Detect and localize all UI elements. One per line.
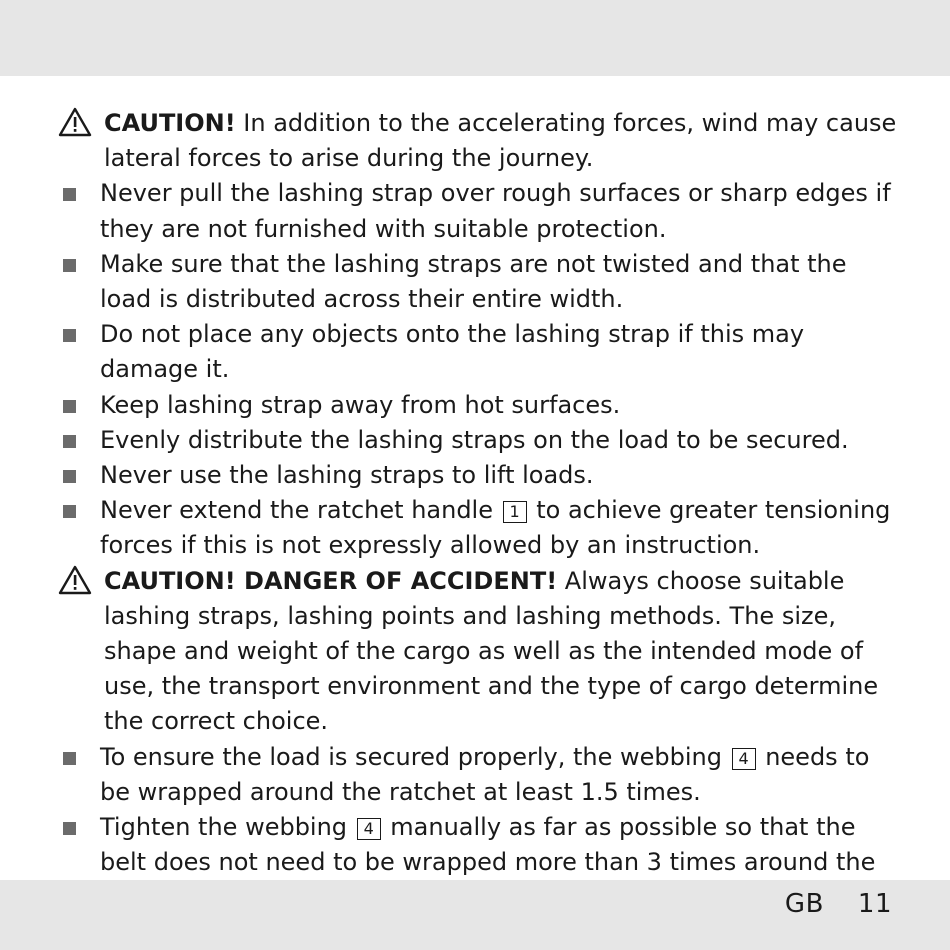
list-item: [58, 458, 898, 493]
list-item-text: Keep lashing strap away from hot surfaces.: [100, 390, 621, 419]
caution-label: CAUTION! DANGER OF ACCIDENT!: [104, 566, 558, 595]
manual-content: [58, 106, 898, 916]
caution-body: Always choose suitable lashing straps, lashing points and lashing methods. The size, shape and weight of the cargo as well as the intended mode of use, the transport environment and the type of cargo determine the correct choice.: [104, 566, 879, 736]
text-segment: Never extend the ratchet handle: [100, 496, 501, 525]
list-item: [58, 740, 898, 810]
list-item: [58, 493, 898, 563]
list-item: [58, 423, 898, 458]
part-reference-number: 4: [732, 748, 756, 770]
text-segment: needs to be wrapped around the ratchet at least 1.5 times.: [100, 742, 870, 806]
text-segment: manually as far as possible so that the belt does not need to be wrapped more than 3 times around the: [100, 813, 876, 877]
square-bullet-icon: [58, 317, 100, 387]
caution-text: [104, 564, 898, 740]
page-footer: [785, 884, 892, 924]
caution-label: CAUTION!: [104, 109, 236, 137]
text-segment: To ensure the load is secured properly, the webbing: [100, 742, 730, 771]
list-item: [58, 247, 898, 317]
warning-triangle-icon: [58, 564, 104, 740]
list-item-text: Never use the lashing straps to lift loads.: [100, 461, 594, 490]
part-reference-number: 4: [357, 818, 381, 840]
square-bullet-icon: [58, 423, 100, 458]
list-item-text: Do not place any objects onto the lashing strap if this may damage it.: [100, 320, 805, 384]
caution-body: In addition to the accelerating forces, wind may cause lateral forces to arise during the journey.: [104, 109, 897, 173]
text-segment: to achieve greater tensioning forces if this is not expressly allowed by an instruction.: [100, 496, 891, 560]
square-bullet-icon: [58, 493, 100, 563]
part-reference-number: 1: [503, 501, 527, 523]
square-bullet-icon: [58, 458, 100, 493]
list-item: [58, 388, 898, 423]
caution-block: [58, 564, 898, 740]
list-item-text: [100, 740, 898, 810]
list-item-text: Never pull the lashing strap over rough surfaces or sharp edges if they are not furnished with suitable protection.: [100, 179, 891, 243]
header-band: [0, 0, 950, 76]
language-code: GB: [784, 889, 824, 919]
list-item: [58, 176, 898, 246]
list-item: [58, 317, 898, 387]
caution-text: [104, 106, 898, 176]
page-number: 11: [857, 889, 892, 919]
caution-block: [58, 106, 898, 176]
warning-triangle-icon: [58, 106, 104, 176]
square-bullet-icon: [58, 388, 100, 423]
list-item-text: Make sure that the lashing straps are not twisted and that the load is distributed across their entire width.: [100, 249, 847, 314]
square-bullet-icon: [58, 247, 100, 317]
list-item-text: [100, 493, 898, 563]
list-item-text: Evenly distribute the lashing straps on the load to be secured.: [100, 425, 849, 454]
square-bullet-icon: [58, 176, 100, 246]
text-segment: Tighten the webbing: [100, 813, 355, 842]
square-bullet-icon: [58, 740, 100, 810]
